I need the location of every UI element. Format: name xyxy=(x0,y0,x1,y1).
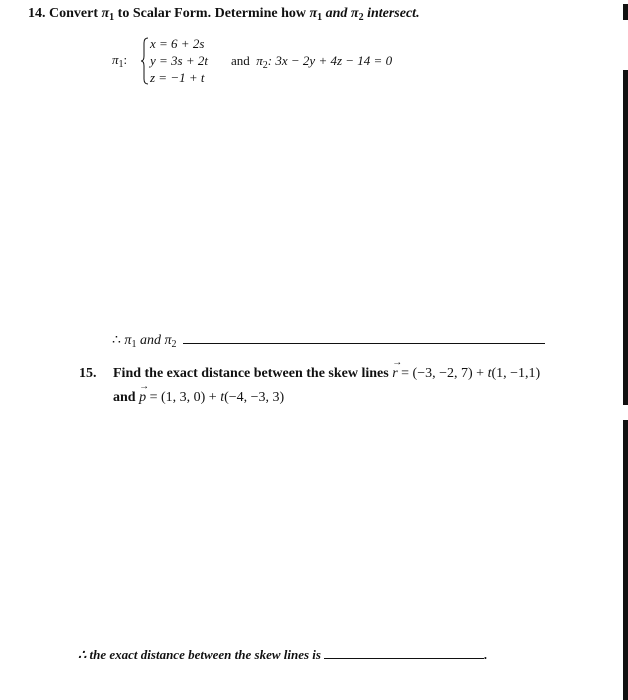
page-edge-bar xyxy=(623,70,628,405)
vector-p: → p xyxy=(139,390,146,406)
conclusion-text: ∴ the exact distance between the skew lines is xyxy=(78,647,321,662)
question-14-prompt xyxy=(28,6,420,23)
prompt-text: to Scalar Form. Determine how xyxy=(114,6,310,21)
pi2-symbol: π xyxy=(350,6,359,21)
pi1-symbol: π xyxy=(309,6,318,21)
and-text: and xyxy=(322,6,351,21)
page-edge-bar xyxy=(623,420,628,700)
vector-r: → r xyxy=(392,366,397,382)
page-edge-bar xyxy=(623,4,628,20)
and-word: and xyxy=(231,53,250,68)
equation-x: x = 6 + 2s xyxy=(150,36,205,51)
pi2-equation: and $\pi_2$: 3x − 2y + 4z − 14 = 0 xyxy=(231,53,393,71)
pi1-label: $\pi_1$: xyxy=(112,52,128,70)
question-number: 14. xyxy=(28,6,46,21)
pi1-subscript: 1 xyxy=(317,12,323,23)
q15-answer-line: ∴ the exact distance between the skew lines is . xyxy=(78,647,488,662)
question-15-prompt: Find the exact distance between the skew lines → r = (−3, −2, 7) + t(1, −1,1) xyxy=(113,366,540,382)
therefore-symbol: ∴ xyxy=(112,333,125,348)
question-15-line2: and → p = (1, 3, 0) + t(−4, −3, 3) xyxy=(113,390,284,406)
pi1-symbol: π xyxy=(101,6,110,21)
system-brace xyxy=(141,37,149,85)
answer-blank[interactable] xyxy=(324,646,484,659)
prompt-text: Convert xyxy=(49,6,102,21)
prompt-end: intersect. xyxy=(363,6,420,21)
answer-blank[interactable] xyxy=(183,331,545,344)
pi1-subscript: 1 xyxy=(109,12,115,23)
question-number: 15. xyxy=(79,366,97,381)
pi2-subscript: 2 xyxy=(358,12,364,23)
equation-y: y = 3s + 2t xyxy=(150,53,208,68)
equation-z: z = −1 + t xyxy=(150,70,205,85)
q14-answer-line: ∴ $\pi_1$ and $\pi_2$ xyxy=(112,331,545,350)
